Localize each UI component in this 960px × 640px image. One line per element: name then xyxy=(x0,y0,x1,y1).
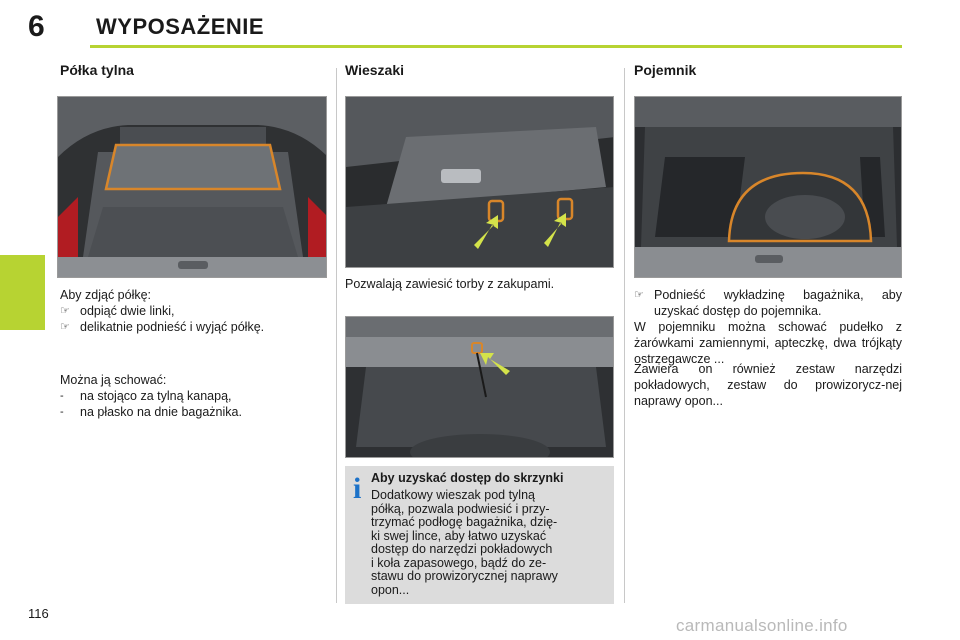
chapter-number: 6 xyxy=(28,10,45,43)
pointing-hand-icon: ☞ xyxy=(60,305,70,317)
column-divider xyxy=(336,68,337,603)
list-item: ☞ odpiąć dwie linki, xyxy=(60,304,175,318)
container-paragraph-2: Zawiera on również zestaw narzędzi pokładowych, zestaw do prowizorycz-nej naprawy opon... xyxy=(634,362,902,408)
column-divider xyxy=(624,68,625,603)
list-item: ☞ Podnieść wykładzinę bagażnika, aby uzyskać dostęp do pojemnika. xyxy=(634,288,902,318)
list-item: - na płasko na dnie bagażnika. xyxy=(60,405,242,419)
section-title-rear-shelf: Półka tylna xyxy=(60,62,134,78)
page-number: 116 xyxy=(28,606,49,621)
section-title-hooks: Wieszaki xyxy=(345,62,405,78)
pointing-hand-icon: ☞ xyxy=(634,289,644,301)
info-icon: i xyxy=(353,472,362,505)
chapter-side-tab xyxy=(0,255,45,330)
list-item: - na stojąco za tylną kanapą, xyxy=(60,389,232,403)
hook-under-shelf-photo xyxy=(345,316,614,458)
list-item: ☞ delikatnie podnieść i wyjąć półkę. xyxy=(60,320,265,334)
info-box xyxy=(345,466,614,604)
info-title: Aby uzyskać dostęp do skrzynki xyxy=(371,471,564,485)
hooks-caption: Pozwalają zawiesić torby z zakupami. xyxy=(345,277,555,291)
header-divider xyxy=(90,45,902,48)
container-photo xyxy=(634,96,902,278)
rear-shelf-photo xyxy=(57,96,327,278)
pointing-hand-icon: ☞ xyxy=(60,321,70,333)
rear-shelf-intro: Aby zdjąć półkę: xyxy=(60,288,152,302)
hooks-photo xyxy=(345,96,614,268)
section-title-container: Pojemnik xyxy=(634,62,697,78)
storage-intro: Można ją schować: xyxy=(60,373,167,387)
chapter-title: WYPOSAŻENIE xyxy=(96,14,265,39)
watermark: carmanualsonline.info xyxy=(676,616,848,635)
container-paragraph-1: W pojemniku można schować pudełko z żarówkami zamiennymi, apteczkę, dwa trójkąty ostrzegawcze ... xyxy=(634,320,902,366)
info-body: Dodatkowy wieszak pod tylną półką, pozwala podwiesić i przy- trzymać podłogę bagażnika, dzię- ki swej lince, aby łatwo uzyskać dostęp do narzędzi pokładowych i koła zapasowego, bądź do ze- stawu do prowizorycznej naprawy opon... xyxy=(371,488,558,597)
